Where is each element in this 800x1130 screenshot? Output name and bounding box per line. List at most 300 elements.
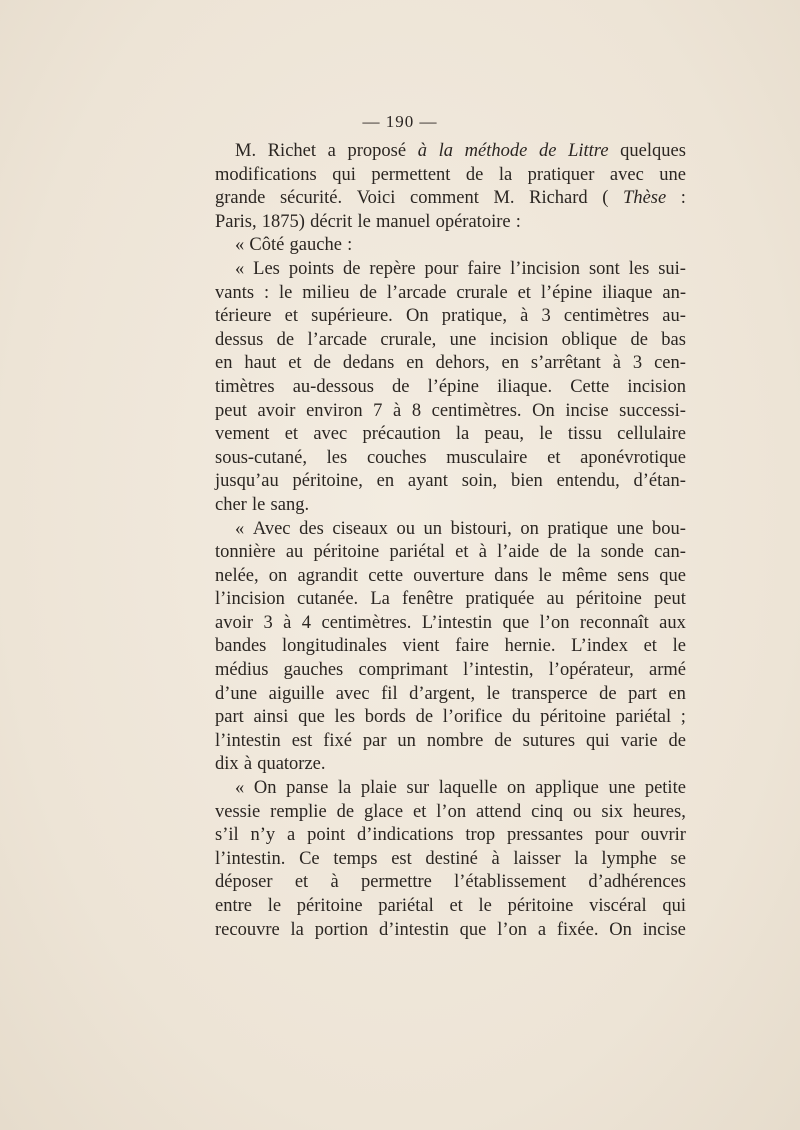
word: laisser — [513, 848, 561, 869]
word: ou — [396, 518, 415, 539]
word: péritoine, — [292, 471, 363, 492]
word: de — [494, 730, 512, 751]
word: médius — [215, 660, 269, 681]
word: en — [376, 471, 395, 492]
word: grande — [215, 188, 266, 209]
word: l’orifice — [442, 707, 503, 728]
word: : — [515, 211, 521, 232]
word: crurale, — [380, 329, 437, 350]
text-line — [215, 211, 686, 235]
word: Voici — [356, 188, 396, 209]
word: point — [307, 825, 346, 846]
word: gauche — [289, 235, 342, 256]
text-line — [215, 376, 686, 400]
word: que — [298, 707, 325, 728]
word: laquelle — [438, 778, 498, 799]
word: d’adhérences — [588, 872, 686, 893]
word: On — [609, 919, 632, 940]
word: fenêtre — [402, 589, 454, 610]
word: on — [268, 565, 288, 586]
word: transperce — [511, 683, 588, 704]
word: On — [532, 400, 555, 421]
word: l’on — [539, 612, 570, 633]
word: heures, — [632, 801, 686, 822]
word: vient — [402, 636, 440, 657]
text-line — [215, 895, 686, 919]
word: glace — [364, 801, 404, 822]
word: l’intestin. — [215, 848, 286, 869]
word: Côté — [249, 235, 285, 256]
text-line — [215, 258, 686, 282]
word: le — [478, 896, 492, 916]
word: faire — [455, 636, 489, 657]
word: centimètres. — [321, 612, 412, 633]
word: est — [291, 730, 313, 751]
word: M. — [235, 141, 257, 161]
word: ainsi — [253, 707, 289, 728]
word: lymphe — [601, 848, 657, 869]
word: la — [577, 542, 591, 563]
word: péritoine — [507, 896, 574, 916]
word: destiné — [425, 848, 478, 869]
word: applique — [535, 778, 599, 799]
word: à — [478, 542, 487, 563]
word: l’arcade — [307, 329, 367, 350]
word: à — [393, 400, 402, 421]
word: de — [336, 801, 355, 822]
word: entre — [215, 896, 252, 916]
word: à — [417, 141, 427, 161]
text-line — [215, 164, 686, 188]
word: et — [284, 424, 299, 445]
word: l’épine — [540, 282, 593, 303]
word: décrit — [310, 211, 353, 232]
word: sur — [406, 778, 430, 799]
word: l’arcade — [386, 282, 447, 303]
word: péritoine — [576, 589, 642, 610]
word: du — [511, 707, 531, 728]
word: on — [520, 518, 539, 539]
word: six — [601, 801, 623, 822]
word: incise — [565, 400, 609, 421]
word: 8 — [411, 400, 422, 421]
word: On — [253, 778, 277, 799]
word: a — [327, 141, 336, 161]
word: le — [486, 683, 500, 704]
word: comment — [410, 188, 479, 209]
word: cette — [368, 565, 404, 586]
word: que — [459, 919, 487, 940]
word: de — [359, 282, 377, 303]
word: d’argent, — [409, 683, 476, 704]
word: 1875) — [261, 211, 305, 232]
word: térieure — [215, 306, 272, 327]
word: Cette — [570, 376, 610, 397]
word: de — [668, 730, 686, 751]
word: incision — [627, 376, 686, 397]
word: avec — [609, 164, 644, 185]
word: péritoine — [296, 896, 363, 916]
word: des — [299, 518, 324, 539]
word: Les — [253, 258, 280, 279]
word: de — [392, 376, 410, 397]
word: fil — [381, 683, 398, 704]
word: de — [549, 542, 567, 563]
word: de — [630, 329, 648, 350]
word: temps — [333, 848, 378, 869]
word: la — [290, 919, 304, 940]
word: pariétal — [389, 542, 445, 563]
word: et — [294, 872, 309, 893]
word: péritoine — [540, 707, 606, 728]
word: Richet — [267, 141, 317, 161]
word: « — [235, 518, 245, 539]
word: incision — [489, 329, 549, 350]
word: et — [455, 542, 469, 563]
word: nombre — [426, 730, 484, 751]
word: aiguille — [268, 683, 325, 704]
word: vants — [215, 282, 255, 303]
word: de — [276, 329, 295, 350]
word: le — [538, 565, 552, 586]
word: pratiquée — [465, 589, 535, 610]
text-line — [215, 848, 686, 872]
word: peut — [215, 400, 247, 421]
word: la — [574, 848, 588, 869]
text-line — [215, 612, 686, 636]
word: aux — [659, 612, 686, 633]
word: 3 — [632, 353, 643, 374]
word: dehors, — [435, 353, 490, 374]
word: sont — [588, 258, 620, 279]
word: jusqu’au — [215, 471, 279, 492]
word: gauches — [283, 660, 344, 681]
word: n’y — [250, 825, 276, 846]
word: une — [449, 329, 477, 350]
word: centimètres — [563, 306, 650, 327]
text-line — [215, 423, 686, 447]
word: une — [608, 778, 636, 799]
word: pariétal — [378, 896, 434, 916]
word: péritoine — [313, 542, 380, 563]
word: 4 — [301, 612, 312, 633]
word: à — [283, 612, 292, 633]
word: 7 — [373, 400, 383, 421]
word: oblique — [561, 329, 618, 350]
word: à — [243, 754, 253, 775]
word: M. — [493, 188, 515, 209]
word: ; — [680, 707, 686, 728]
word: Richard — [529, 188, 588, 209]
word: viscéral — [589, 896, 647, 916]
word: « — [235, 778, 245, 799]
word: manuel — [375, 211, 431, 232]
word: points — [288, 258, 335, 279]
word: a — [287, 825, 296, 846]
word: proposé — [347, 141, 407, 161]
word: On — [405, 306, 429, 327]
word: fixée. — [556, 919, 599, 940]
text-line — [215, 352, 686, 376]
word: « — [235, 258, 245, 279]
word: ouvrir — [640, 825, 686, 846]
text-line — [215, 140, 686, 164]
word: entendu, — [556, 471, 620, 492]
text-line — [215, 588, 686, 612]
word: armé — [648, 660, 686, 681]
word: les — [628, 258, 650, 279]
word: même — [561, 565, 608, 586]
word: de — [313, 353, 331, 374]
word: L’index — [571, 636, 628, 657]
word: sutures — [522, 730, 576, 751]
word: l’incision — [215, 589, 285, 610]
word: cinq — [531, 801, 564, 822]
word: iliaque. — [497, 376, 553, 397]
text-line — [215, 234, 686, 258]
word: le — [267, 896, 282, 916]
text-line — [215, 801, 686, 825]
word: de — [538, 141, 557, 161]
word: et — [643, 636, 657, 657]
word: pour — [424, 258, 459, 279]
word: l’incision — [510, 258, 581, 279]
word: opératoire — [435, 211, 511, 232]
word: un — [423, 518, 443, 539]
word: on — [506, 778, 526, 799]
word: petite — [644, 778, 686, 799]
word: le — [672, 636, 686, 657]
word: couches — [366, 447, 427, 468]
word: ( — [602, 188, 609, 209]
word: la — [337, 778, 352, 799]
word: pressantes — [507, 825, 584, 846]
word: le — [252, 494, 266, 515]
text-line — [215, 470, 686, 494]
word: à — [491, 848, 500, 869]
word: longitudinales — [282, 636, 387, 657]
word: s’il — [215, 825, 239, 846]
word: se — [670, 848, 686, 869]
word: cen- — [654, 353, 686, 374]
word: s’arrêtant — [530, 353, 601, 374]
word: 3 — [263, 612, 273, 633]
word: supérieure. — [311, 306, 393, 327]
word: modifications — [215, 164, 317, 185]
word: la — [455, 424, 470, 445]
word: bistouri, — [450, 518, 512, 539]
text-line — [215, 282, 686, 306]
word: crurale — [456, 282, 508, 303]
text-line — [215, 187, 686, 211]
word: attend — [476, 801, 522, 822]
word: d’étan- — [633, 471, 686, 492]
word: qui — [332, 164, 356, 185]
word: dessus — [215, 329, 264, 350]
word: avoir — [215, 612, 254, 633]
word: agrandit — [297, 565, 359, 586]
text-line — [215, 824, 686, 848]
word: au — [546, 589, 564, 610]
word: repère — [369, 258, 416, 279]
word: tonnière — [215, 542, 276, 563]
word: environ — [306, 400, 363, 421]
word: de — [599, 683, 617, 704]
word: timètres — [215, 376, 275, 397]
word: la — [438, 141, 454, 161]
word: déposer — [215, 872, 273, 893]
text-line — [215, 753, 686, 777]
word: a — [537, 919, 547, 940]
word: en — [668, 683, 686, 704]
word: un — [397, 730, 416, 751]
word: dedans — [342, 353, 395, 374]
word: portion — [314, 919, 369, 940]
word: pratique — [547, 518, 609, 539]
word: varie — [620, 730, 658, 751]
word: iliaque — [602, 282, 653, 303]
word: faire — [467, 258, 502, 279]
word: pariétal — [615, 707, 672, 728]
word: cellulaire — [617, 424, 686, 445]
word: plaie — [360, 778, 397, 799]
word: dix — [215, 754, 239, 775]
word: vessie — [215, 801, 261, 822]
text-line — [215, 305, 686, 329]
word: et — [412, 801, 427, 822]
word: en — [501, 353, 519, 374]
text-line — [215, 565, 686, 589]
word: peau, — [484, 424, 525, 445]
word: ou — [572, 801, 592, 822]
word: bas — [661, 329, 686, 350]
word: qui — [586, 730, 610, 751]
word: quelques — [620, 141, 686, 161]
word: ciseaux — [332, 518, 388, 539]
word: haut — [244, 353, 277, 374]
word: que — [659, 565, 686, 586]
word: méthode — [464, 141, 528, 161]
word: quatorze. — [257, 754, 326, 775]
word: et — [284, 306, 298, 327]
word: de — [415, 707, 434, 728]
text-line — [215, 329, 686, 353]
word: d’indications — [356, 825, 454, 846]
body-text — [215, 140, 686, 942]
word: hernie. — [504, 636, 556, 657]
word: une — [616, 518, 644, 539]
word: reconnaît — [579, 612, 649, 633]
word: L’intestin — [421, 612, 493, 633]
word: d’une — [215, 683, 258, 704]
word: Littre — [568, 141, 609, 161]
word: sécurité. — [279, 188, 343, 209]
word: fixé — [323, 730, 352, 751]
text-line — [215, 400, 686, 424]
text-line — [215, 706, 686, 730]
text-line — [215, 730, 686, 754]
word: bou- — [652, 518, 686, 539]
word: l’établissement — [454, 872, 567, 893]
word: précaution — [362, 424, 441, 445]
page-number: — 190 — — [362, 112, 438, 131]
text-line — [215, 871, 686, 895]
word: et — [449, 896, 463, 916]
text-line — [215, 919, 686, 943]
word: musculaire — [446, 447, 528, 468]
word: l’intestin — [215, 730, 281, 751]
word: cutanée. — [297, 589, 359, 610]
word: en — [406, 353, 424, 374]
word: permettre — [360, 872, 432, 893]
word: 3 — [541, 306, 551, 327]
word: et — [288, 353, 302, 374]
word: la — [498, 164, 513, 185]
word: sous-cutané, — [215, 447, 307, 468]
word: avec — [335, 683, 370, 704]
word: sonde — [600, 542, 644, 563]
word: bandes — [215, 636, 267, 657]
word: part — [215, 707, 244, 728]
word: pratiquer — [527, 164, 595, 185]
word: Ce — [299, 848, 320, 869]
word: les — [326, 447, 348, 468]
text-line — [215, 518, 686, 542]
word: de — [342, 258, 361, 279]
word: en — [215, 353, 233, 374]
word: d’intestin — [378, 919, 449, 940]
word: Avec — [252, 518, 291, 539]
word: par — [362, 730, 387, 751]
word: trop — [465, 825, 496, 846]
word: centimètres. — [431, 400, 522, 421]
word: : — [680, 188, 686, 209]
word: cher — [215, 494, 247, 515]
word: au- — [662, 306, 686, 327]
word: pratique, — [441, 306, 507, 327]
word: sang. — [270, 494, 310, 515]
word: Thèse — [623, 188, 667, 209]
word: les — [334, 707, 356, 728]
word: recouvre — [215, 919, 280, 940]
word: le — [279, 282, 293, 303]
word: ouverture — [413, 565, 485, 586]
word: à — [520, 306, 529, 327]
word: une — [659, 164, 686, 185]
word: comprimant — [358, 660, 448, 681]
word: nelée, — [215, 565, 259, 586]
word: et — [547, 447, 561, 468]
word: à — [330, 872, 339, 893]
word: avec — [313, 424, 348, 445]
text-line — [215, 541, 686, 565]
word: permettent — [371, 164, 451, 185]
word: incise — [642, 919, 686, 940]
word: soin, — [461, 471, 498, 492]
word: l’opérateur, — [548, 660, 634, 681]
word: l’épine — [427, 376, 479, 397]
word: remplie — [270, 801, 327, 822]
word: l’on — [436, 801, 467, 822]
word: et — [517, 282, 531, 303]
word: avoir — [257, 400, 296, 421]
word: bien — [510, 471, 543, 492]
word: an- — [662, 282, 686, 303]
word: part — [628, 683, 657, 704]
word: aponévrotique — [580, 447, 686, 468]
word: sens — [617, 565, 650, 586]
word: le — [357, 211, 371, 232]
